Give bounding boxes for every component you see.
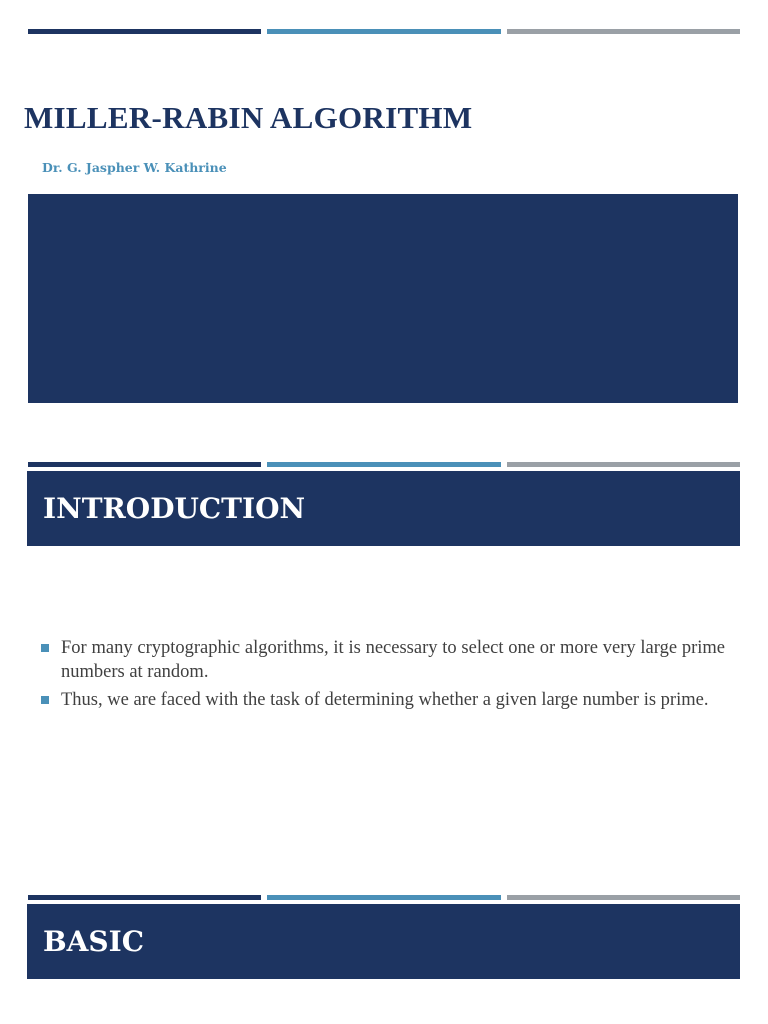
title-panel: [28, 194, 738, 403]
square-bullet-icon: [41, 644, 49, 652]
accent-segment-gray: [507, 895, 740, 900]
bullet-list: [40, 636, 725, 716]
bullet-text: For many cryptographic algorithms, it is necessary to select one or more very large prime numbers at random.: [61, 638, 725, 682]
section-header-basic: [27, 904, 740, 979]
section-heading: BASIC: [43, 925, 144, 958]
accent-segment-blue: [267, 895, 500, 900]
accent-segment-navy: [28, 462, 261, 467]
section-header-introduction: [27, 471, 740, 546]
list-item: [40, 636, 725, 684]
bullet-text: Thus, we are faced with the task of determining whether a given large number is prime.: [61, 690, 709, 710]
accent-bar: [28, 29, 740, 34]
square-bullet-icon: [41, 696, 49, 704]
accent-bar: [28, 462, 740, 467]
accent-segment-navy: [28, 29, 261, 34]
section-heading: INTRODUCTION: [43, 492, 306, 525]
accent-segment-gray: [507, 29, 740, 34]
slide-title: MILLER-RABIN ALGORITHM: [24, 100, 473, 135]
accent-segment-navy: [28, 895, 261, 900]
accent-segment-blue: [267, 29, 500, 34]
author-name: Dr. G. Jaspher W. Kathrine: [42, 160, 227, 175]
accent-segment-gray: [507, 462, 740, 467]
accent-bar: [28, 895, 740, 900]
accent-segment-blue: [267, 462, 500, 467]
list-item: [40, 688, 725, 712]
